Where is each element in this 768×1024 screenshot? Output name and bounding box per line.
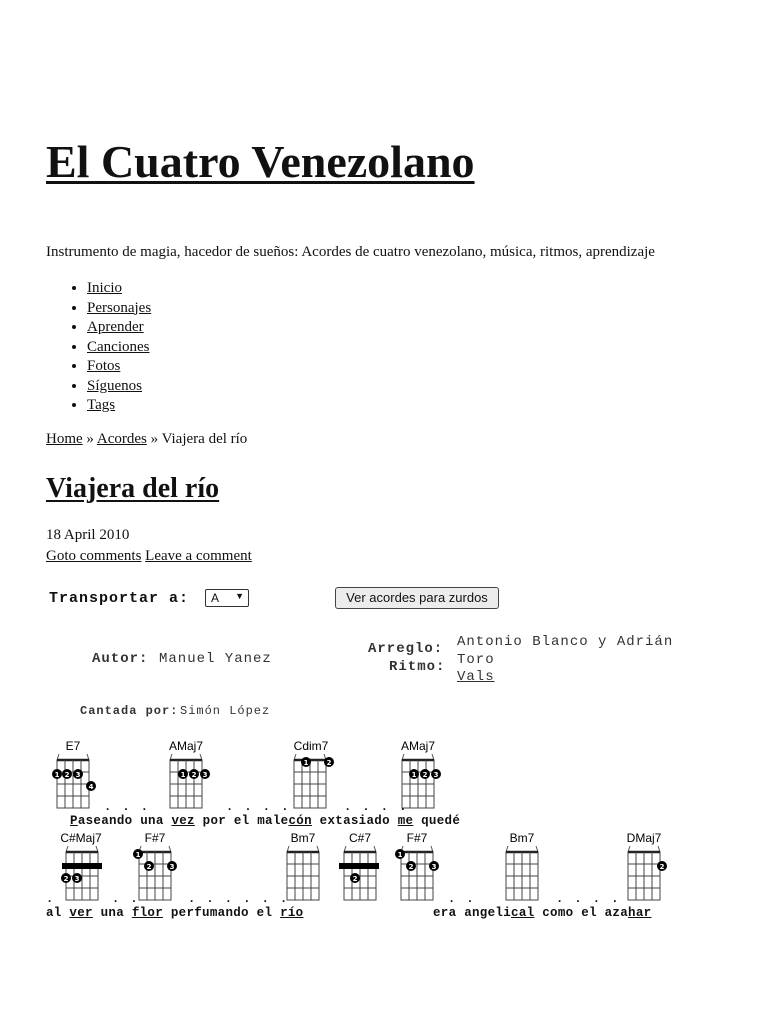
finger-number: 3: [431, 863, 437, 871]
chord-bm7-2[interactable]: [506, 831, 538, 900]
sung-by-label: Cantada por:: [80, 704, 179, 718]
lyric-text: como el aza: [534, 906, 629, 920]
finger-number: 1: [411, 771, 417, 779]
nav-link-siguenos[interactable]: Síguenos: [87, 377, 143, 394]
chord-name-bm7: Bm7: [290, 831, 316, 845]
nav-item-siguenos: [87, 377, 151, 397]
lyric-line-1: [70, 814, 460, 828]
rhythm-dots: . . . .: [344, 800, 409, 814]
lyric-chord-syllable: har: [628, 906, 652, 920]
nav-item-canciones: [87, 338, 151, 358]
chord-name-bm7: Bm7: [509, 831, 535, 845]
arreglo-line-1: Antonio Blanco y Adrián: [457, 634, 674, 650]
chord-name-fsharp7: F#7: [406, 831, 428, 845]
lyric-chord-syllable: cal: [511, 906, 535, 920]
lyric-line-2b: [433, 906, 651, 920]
finger-number: 2: [63, 875, 69, 883]
chord-name-amaj7: AMaj7: [168, 739, 204, 753]
site-title: [46, 134, 475, 190]
transpose-label: Transportar a:: [49, 590, 190, 607]
finger-number: 2: [146, 863, 152, 871]
breadcrumb-current: Viajera del río: [161, 431, 248, 447]
arreglo-label: Arreglo:: [368, 641, 444, 657]
post-title: [46, 471, 219, 507]
nav-link-fotos[interactable]: Fotos: [87, 358, 121, 374]
lyric-line-2a: [46, 906, 303, 920]
arreglo-value: [457, 633, 717, 669]
lyric-text: al: [46, 906, 70, 920]
nav-item-tags: [87, 396, 151, 416]
sung-by-value: Simón López: [180, 704, 271, 718]
breadcrumb-separator: »: [150, 431, 159, 447]
nav-link-tags[interactable]: Tags: [87, 397, 116, 413]
lyric-chord-syllable: flor: [131, 906, 164, 920]
lyric-text: extasiado: [311, 814, 398, 828]
finger-number: 3: [169, 863, 175, 871]
finger-number: 2: [422, 771, 428, 779]
lyric-text: por el male: [194, 814, 289, 828]
chord-name-amaj7: AMaj7: [400, 739, 436, 753]
chord-dmaj7[interactable]: [627, 831, 667, 900]
chord-name-csharpmaj7: C#Maj7: [60, 831, 102, 845]
post-meta: [46, 548, 252, 565]
finger-number: 2: [191, 771, 197, 779]
chord-e7[interactable]: [52, 739, 96, 808]
rhythm-dots: . . .: [104, 800, 151, 814]
lyric-chord-syllable: río: [280, 906, 304, 920]
lyric-chord-syllable: me: [397, 814, 414, 828]
post-title-link[interactable]: Viajera del río: [46, 473, 220, 504]
main-nav: [46, 279, 151, 416]
finger-number: 2: [408, 863, 414, 871]
site-tagline: Instrumento de magia, hacedor de sueños: Acordes de cuatro venezolano, música, ritmos, aprendizaje: [46, 244, 655, 260]
finger-number: 3: [202, 771, 208, 779]
breadcrumb-home[interactable]: Home: [46, 431, 83, 447]
finger-number: 1: [303, 759, 309, 767]
chord-cdim7[interactable]: [294, 739, 334, 808]
finger-number: 1: [180, 771, 186, 779]
chord-name-dmaj7: DMaj7: [626, 831, 662, 845]
nav-link-canciones[interactable]: Canciones: [87, 338, 150, 355]
chord-amaj7-2[interactable]: [401, 739, 441, 808]
finger-number: 3: [433, 771, 439, 779]
rhythm-dots: . . . . . .: [188, 892, 290, 906]
nav-link-aprender[interactable]: Aprender: [87, 319, 144, 335]
finger-number: 3: [75, 771, 81, 779]
nav-item-fotos: [87, 357, 151, 377]
chord-bm7[interactable]: [287, 831, 319, 900]
chord-amaj7[interactable]: [169, 739, 210, 808]
barre-bar: [62, 863, 102, 869]
dropdown-arrow-icon: ▼: [235, 591, 244, 601]
rhythm-dots: . . . .: [556, 892, 621, 906]
lyric-text: perfumando el: [163, 906, 281, 920]
lyric-text: quedé: [413, 814, 461, 828]
lyric-chord-syllable: Paseando una: [70, 814, 172, 828]
chord-csharpmaj7[interactable]: [60, 831, 102, 900]
goto-comments-link[interactable]: Goto comments: [46, 548, 142, 564]
nav-link-personajes[interactable]: Personajes: [87, 299, 152, 316]
ritmo-link[interactable]: Vals: [457, 669, 495, 685]
finger-number: 2: [352, 875, 358, 883]
chord-name-csharp7: C#7: [348, 831, 372, 845]
finger-number: 3: [74, 875, 80, 883]
breadcrumb: [46, 431, 247, 448]
breadcrumb-acordes[interactable]: Acordes: [96, 431, 147, 447]
rhythm-dots: . .: [112, 892, 140, 906]
lyric-text: una: [92, 906, 132, 920]
nav-item-aprender: [87, 318, 151, 338]
chord-fsharp7-2[interactable]: [395, 831, 439, 900]
arreglo-line-2: Toro: [457, 652, 495, 668]
finger-number: 1: [397, 851, 403, 859]
chord-csharp7[interactable]: [339, 831, 379, 900]
lyric-chord-syllable: cón: [288, 814, 312, 828]
post-date: 18 April 2010: [46, 527, 130, 543]
transpose-select[interactable]: [205, 589, 249, 607]
site-title-link[interactable]: El Cuatro Venezolano: [46, 136, 475, 187]
lyric-text: era angeli: [433, 906, 512, 920]
finger-number: 4: [88, 783, 94, 791]
nav-item-inicio: [87, 279, 151, 299]
rhythm-dots: . .: [448, 892, 476, 906]
rhythm-dots: .: [46, 892, 56, 906]
rhythm-dots: . . . .: [226, 800, 291, 814]
lyric-chord-syllable: ver: [69, 906, 93, 920]
chord-name-e7: E7: [65, 739, 81, 753]
leave-comment-link[interactable]: Leave a comment: [145, 548, 252, 564]
chord-name-fsharp7: F#7: [144, 831, 166, 845]
lefty-chords-button[interactable]: Ver acordes para zurdos: [335, 587, 499, 609]
nav-link-inicio[interactable]: Inicio: [87, 280, 122, 296]
chord-name-cdim7: Cdim7: [293, 739, 329, 753]
finger-number: 2: [64, 771, 70, 779]
transpose-selected-value: A: [211, 591, 220, 605]
barre-bar: [339, 863, 379, 869]
finger-number: 1: [135, 851, 141, 859]
author-value: Manuel Yanez: [159, 651, 272, 667]
breadcrumb-separator: »: [86, 431, 94, 447]
nav-item-personajes: [87, 299, 151, 319]
finger-number: 2: [326, 759, 332, 767]
ritmo-label: Ritmo:: [389, 659, 446, 675]
finger-number: 2: [659, 863, 665, 871]
finger-number: 1: [54, 771, 60, 779]
chord-fsharp7[interactable]: [133, 831, 177, 900]
lyric-chord-syllable: vez: [171, 814, 195, 828]
author-label: Autor:: [92, 651, 149, 667]
